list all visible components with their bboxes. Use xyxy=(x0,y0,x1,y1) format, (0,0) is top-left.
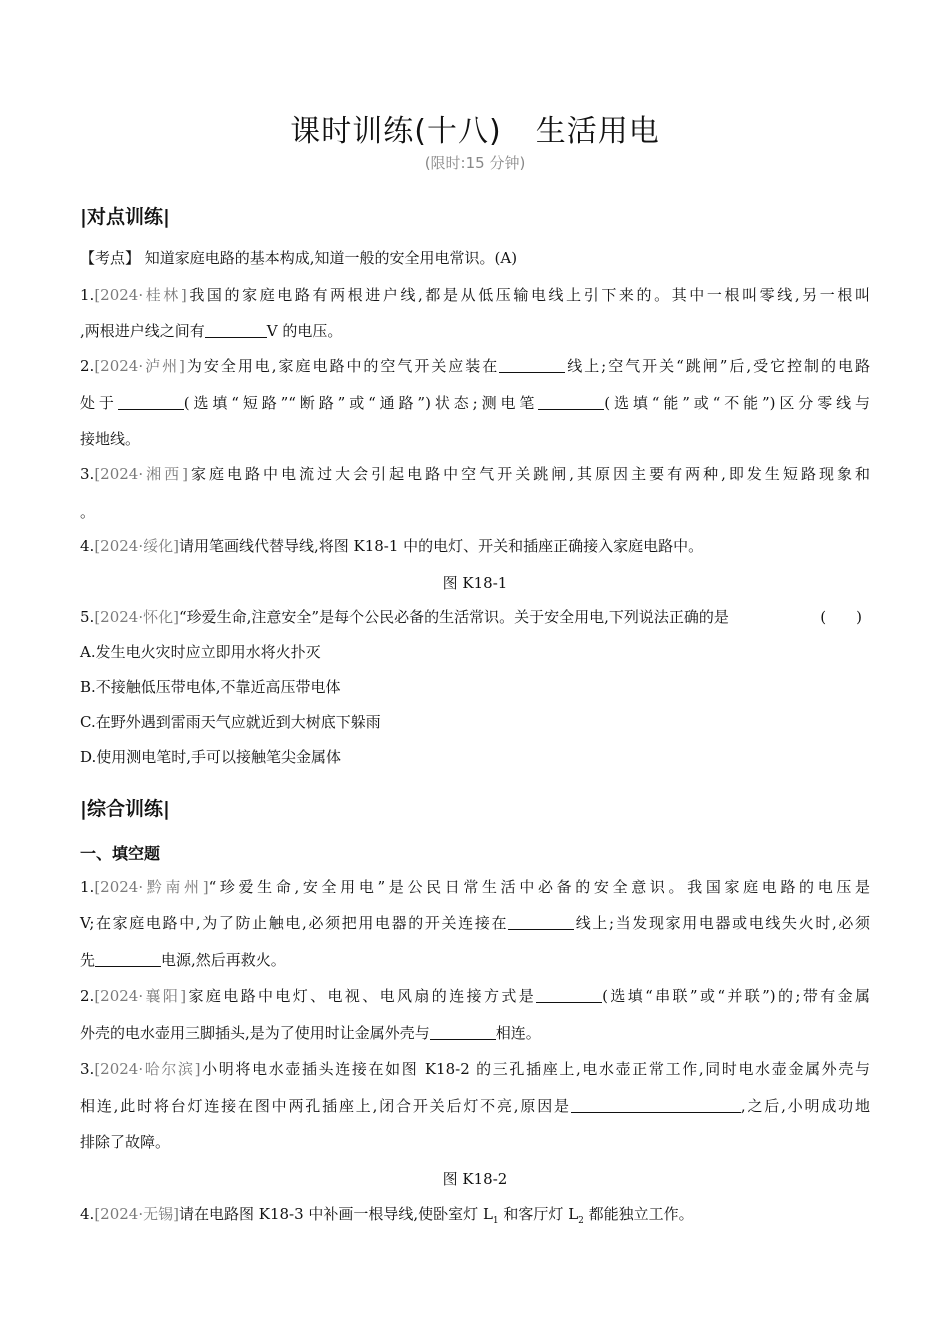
s1-q2-line1: 2.[2024·泸州]为安全用电,家庭电路中的空气开关应装在 线上;空气开关“跳闸”后,受它控制的电路 xyxy=(80,357,870,375)
section-heading-comprehensive: |综合训练| xyxy=(80,798,170,820)
answer-blank[interactable] xyxy=(536,988,602,1003)
s1-q5-option-a[interactable]: A.发生电火灾时应立即用水将火扑灭 xyxy=(80,643,321,661)
s1-q5-option-d[interactable]: D.使用测电笔时,手可以接触笔尖金属体 xyxy=(80,748,342,766)
source-tag: [2024·黔南州] xyxy=(94,878,209,896)
s2-q4-line1: 4.[2024·无锡]请在电路图 K18-3 中补画一根导线,使卧室灯 $L_1$ 和客厅灯 $L_2$ 都能独立工作。 xyxy=(80,1205,694,1226)
answer-blank[interactable] xyxy=(508,915,574,930)
source-tag: [2024·无锡] xyxy=(94,1205,179,1223)
answer-blank[interactable] xyxy=(205,323,267,338)
figure-caption-k18-1: 图 K18-1 xyxy=(442,574,508,592)
s1-q1-line1: 1.[2024·桂林]我国的家庭电路有两根进户线,都是从低压输电线上引下来的。其中一根叫零线,另一根叫 xyxy=(80,286,870,304)
s2-q1-line3: 先 电源,然后再救火。 xyxy=(80,951,286,969)
s1-q2-line2: 处于 (选填“短路”“断路”或“通路”)状态;测电笔 (选填“能”或“不能”)区分零线与 xyxy=(80,394,870,412)
fill-blank-heading: 一、填空题 xyxy=(80,844,161,863)
time-limit: (限时:15 分钟) xyxy=(424,154,526,172)
answer-blank[interactable] xyxy=(95,952,161,967)
s2-q1-line1: 1.[2024·黔南州]“珍爱生命,安全用电”是公民日常生活中必备的安全意识。我国家庭电路的电压是 xyxy=(80,878,871,896)
figure-caption-k18-2: 图 K18-2 xyxy=(442,1170,508,1188)
s1-q5-option-b[interactable]: B.不接触低压带电体,不靠近高压带电体 xyxy=(80,678,341,696)
s2-q2-line2: 外壳的电水壶用三脚插头,是为了使用时让金属外壳与 相连。 xyxy=(80,1024,541,1042)
s2-q1-line2: V;在家庭电路中,为了防止触电,必须把用电器的开关连接在 线上;当发现家用电器或电线失火时,必须 xyxy=(80,914,870,932)
s1-q3-line2: 。 xyxy=(80,503,96,521)
s2-q3-line1: 3.[2024·哈尔滨]小明将电水壶插头连接在如图 K18-2 的三孔插座上,电水壶正常工作,同时电水壶金属外壳与 xyxy=(80,1060,870,1078)
source-tag: [2024·泸州] xyxy=(94,357,185,375)
s2-q3-line2: 相连,此时将台灯连接在图中两孔插座上,闭合开关后灯不亮,原因是 ,之后,小明成功地 xyxy=(80,1097,870,1115)
kaodian-line xyxy=(80,248,870,268)
source-tag: [2024·哈尔滨] xyxy=(94,1060,201,1078)
source-tag: [2024·桂林] xyxy=(94,286,187,304)
s1-q4-line1: 4.[2024·绥化]请用笔画线代替导线,将图 K18-1 中的电灯、开关和插座正确接入家庭电路中。 xyxy=(80,537,704,555)
s1-q2-line3: 接地线。 xyxy=(80,430,141,448)
answer-blank[interactable] xyxy=(538,395,604,410)
s1-q1-line2: ,两根进户线之间有 V 的电压。 xyxy=(80,322,343,340)
section-heading-targeted: |对点训练| xyxy=(80,206,170,228)
s2-q3-line3: 排除了故障。 xyxy=(80,1133,171,1151)
source-tag: [2024·绥化] xyxy=(94,537,179,555)
title-part1: 课时训练(十八) xyxy=(290,114,502,149)
kaodian-label: 【考点】 xyxy=(80,249,141,267)
kaodian-text: 知道家庭电路的基本构成,知道一般的安全用电常识。(A) xyxy=(140,249,518,267)
s1-q3-line1: 3.[2024·湘西]家庭电路中电流过大会引起电路中空气开关跳闸,其原因主要有两种,即发生短路现象和 xyxy=(80,465,870,483)
page-title xyxy=(0,106,950,150)
s1-q5-option-c[interactable]: C.在野外遇到雷雨天气应就近到大树底下躲雨 xyxy=(80,713,381,731)
s1-q5-stem: 5.[2024·怀化]“珍爱生命,注意安全”是每个公民必备的生活常识。关于安全用电,下列说法正确的是 ( ) xyxy=(80,608,862,626)
source-tag: [2024·襄阳] xyxy=(94,987,187,1005)
source-tag: [2024·湘西] xyxy=(94,465,188,483)
answer-paren[interactable]: ( ) xyxy=(820,608,862,626)
answer-blank[interactable] xyxy=(430,1025,496,1040)
answer-blank[interactable] xyxy=(499,358,565,373)
answer-blank[interactable] xyxy=(571,1098,741,1113)
title-part2: 生活用电 xyxy=(535,114,660,149)
source-tag: [2024·怀化] xyxy=(94,608,179,626)
s2-q2-line1: 2.[2024·襄阳]家庭电路中电灯、电视、电风扇的连接方式是 (选填“串联”或“并联”)的;带有金属 xyxy=(80,987,870,1005)
answer-blank[interactable] xyxy=(118,395,184,410)
